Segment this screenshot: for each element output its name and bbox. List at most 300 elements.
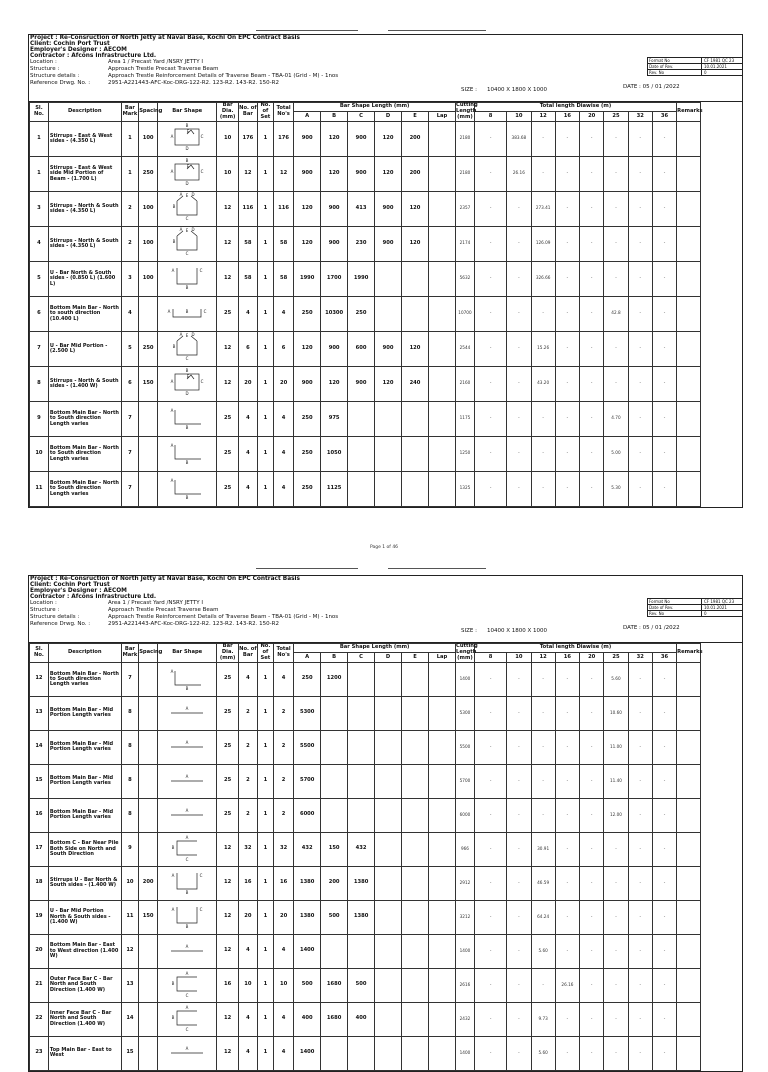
dia-length-cell: - xyxy=(628,331,652,366)
header-field xyxy=(30,80,279,86)
straight-shape-icon xyxy=(165,799,209,829)
dia-length-cell: 326.66 xyxy=(531,261,555,296)
dia-length-cell: - xyxy=(507,366,531,401)
header-field-label: Location : xyxy=(30,600,57,606)
length-col-c: C xyxy=(348,653,375,662)
dia-length-cell: - xyxy=(628,401,652,436)
dia-length-cell: - xyxy=(507,1002,531,1036)
cutting-length-cell: 2912 xyxy=(456,866,475,900)
shape-letter: C xyxy=(200,379,204,385)
bar-dia-cell: 12 xyxy=(217,866,239,900)
no-of-bar-cell: 20 xyxy=(238,366,257,401)
stirrup-shape-icon xyxy=(165,122,209,152)
revision-label: Format No xyxy=(648,599,702,604)
shape-letter: A xyxy=(170,443,174,449)
shape-letter: A xyxy=(185,705,189,711)
date-text: DATE : 05 / 01 /2022 xyxy=(623,625,680,631)
length-cell xyxy=(375,968,402,1002)
dia-length-cell: - xyxy=(507,261,531,296)
shape-letter: B xyxy=(185,685,189,691)
dia-length-cell: - xyxy=(507,934,531,968)
dia-length-cell: - xyxy=(580,934,604,968)
revision-label: Date of Rev. xyxy=(648,605,702,610)
total-cell: 10 xyxy=(273,968,293,1002)
length-cell xyxy=(375,1002,402,1036)
remarks-cell xyxy=(677,366,701,401)
bar-shape-cell xyxy=(158,121,217,156)
shape-letter: E xyxy=(185,333,189,339)
page-footer: Page 1 of 46 xyxy=(369,545,399,550)
header-field-value: Area 1 / Precast Yard /NSRY JETTY I xyxy=(108,59,204,65)
dia-col-12: 12 xyxy=(531,112,555,121)
spacing-cell xyxy=(139,934,158,968)
shape-letter: D xyxy=(191,332,195,338)
dia-length-cell: - xyxy=(580,471,604,506)
dia-length-cell: - xyxy=(507,401,531,436)
no-of-set-cell: 1 xyxy=(257,296,273,331)
dia-length-cell: - xyxy=(652,968,676,1002)
dia-length-cell: - xyxy=(507,730,531,764)
bar-mark-cell: 7 xyxy=(121,662,139,696)
bar-mark-cell: 4 xyxy=(121,296,139,331)
cutting-length-cell: 6000 xyxy=(456,798,475,832)
length-cell: 1380 xyxy=(348,900,375,934)
dia-length-cell: - xyxy=(531,121,555,156)
shape-letter: A xyxy=(167,309,171,315)
shape-letter: C xyxy=(185,856,189,862)
length-col-d: D xyxy=(375,653,402,662)
remarks-cell xyxy=(677,401,701,436)
dia-col-20: 20 xyxy=(580,112,604,121)
dia-length-cell: 5.00 xyxy=(604,436,628,471)
dia-length-cell: - xyxy=(555,900,579,934)
size-label: SIZE : xyxy=(461,87,477,93)
total-cell: 58 xyxy=(273,261,293,296)
table-row xyxy=(30,798,742,832)
spacing-cell xyxy=(139,296,158,331)
dia-length-cell: - xyxy=(580,261,604,296)
dia-length-cell: - xyxy=(652,401,676,436)
length-cell xyxy=(428,832,455,866)
remarks-cell xyxy=(677,866,701,900)
dia-length-cell: - xyxy=(507,968,531,1002)
length-cell: 500 xyxy=(294,968,321,1002)
dia-length-cell: - xyxy=(507,1036,531,1070)
total-cell: 6 xyxy=(273,331,293,366)
bar-dia-cell: 12 xyxy=(217,832,239,866)
length-col-b: B xyxy=(321,653,348,662)
dia-length-cell: - xyxy=(628,366,652,401)
shape-letter: A xyxy=(170,379,174,385)
no-of-set-cell: 1 xyxy=(257,934,273,968)
dia-length-cell: - xyxy=(531,471,555,506)
shape-letter: D xyxy=(191,192,195,198)
remarks-cell xyxy=(677,934,701,968)
remarks-cell xyxy=(677,331,701,366)
dia-length-cell: - xyxy=(580,798,604,832)
straight-shape-icon xyxy=(165,697,209,727)
dia-length-cell: - xyxy=(604,1002,628,1036)
length-cell xyxy=(375,296,402,331)
dia-length-cell: 11.40 xyxy=(604,764,628,798)
dia-length-cell: - xyxy=(580,331,604,366)
no-of-set-cell: 1 xyxy=(257,191,273,226)
length-col-b: B xyxy=(321,112,348,121)
length-col-a: A xyxy=(294,112,321,121)
length-cell xyxy=(321,934,348,968)
sl-cell: 5 xyxy=(30,261,49,296)
bar-dia-header: Bar Dia. (mm) xyxy=(217,103,239,122)
length-cell xyxy=(321,764,348,798)
description-header: Description xyxy=(48,644,121,663)
dia-length-cell: - xyxy=(474,1036,506,1070)
dia-length-cell: - xyxy=(555,436,579,471)
bar-dia-cell: 25 xyxy=(217,764,239,798)
stirrup2-shape-icon xyxy=(165,192,209,222)
length-cell: 200 xyxy=(402,156,429,191)
total-cell: 20 xyxy=(273,366,293,401)
header-text: Contractor : Afcons Infrastructure Ltd. xyxy=(30,594,157,600)
no-of-set-cell: 1 xyxy=(257,832,273,866)
length-cell xyxy=(375,798,402,832)
dia-col-20: 20 xyxy=(580,653,604,662)
total-cell: 116 xyxy=(273,191,293,226)
no-of-set-cell: 1 xyxy=(257,331,273,366)
bar-mark-cell: 7 xyxy=(121,401,139,436)
length-cell xyxy=(402,764,429,798)
table-row xyxy=(30,401,742,436)
description-cell: Bottom Main Bar - North to South direction Length varies xyxy=(48,436,121,471)
dia-length-cell: - xyxy=(531,798,555,832)
length-cell xyxy=(428,261,455,296)
dia-length-cell: - xyxy=(604,866,628,900)
cutting-length-cell: 5700 xyxy=(456,764,475,798)
bar-shape-cell xyxy=(158,968,217,1002)
length-cell: 1400 xyxy=(294,1036,321,1070)
stirrup2-shape-icon xyxy=(165,227,209,257)
dia-length-cell: - xyxy=(628,764,652,798)
shape-letter: C xyxy=(185,992,189,998)
cutting-length-header: Cutting Length (mm) xyxy=(456,102,478,120)
length-cell: 900 xyxy=(348,121,375,156)
dia-length-cell: - xyxy=(580,436,604,471)
spacing-cell xyxy=(139,764,158,798)
dia-length-cell: - xyxy=(555,331,579,366)
length-cell: 900 xyxy=(348,366,375,401)
spacing-cell: 100 xyxy=(139,226,158,261)
remarks-cell xyxy=(677,798,701,832)
length-cell xyxy=(348,696,375,730)
length-cell xyxy=(375,471,402,506)
dia-length-cell: - xyxy=(474,296,506,331)
length-cell xyxy=(402,401,429,436)
sl-cell: 17 xyxy=(30,832,49,866)
length-cell: 400 xyxy=(348,1002,375,1036)
dia-length-cell: - xyxy=(580,900,604,934)
no-of-set-cell: 1 xyxy=(257,866,273,900)
length-cell xyxy=(428,121,455,156)
length-cell: 5500 xyxy=(294,730,321,764)
length-cell xyxy=(321,1036,348,1070)
bar-mark-cell: 12 xyxy=(121,934,139,968)
bar-mark-cell: 10 xyxy=(121,866,139,900)
no-of-set-cell: 1 xyxy=(257,900,273,934)
length-cell xyxy=(402,471,429,506)
length-cell xyxy=(375,866,402,900)
dia-length-cell: - xyxy=(628,471,652,506)
dia-length-cell: - xyxy=(652,934,676,968)
spacing-cell xyxy=(139,730,158,764)
bar-shape-cell xyxy=(158,1002,217,1036)
sl-cell: 20 xyxy=(30,934,49,968)
dia-length-cell: - xyxy=(580,968,604,1002)
length-cell: 250 xyxy=(294,436,321,471)
date-text: DATE : 05 / 01 /2022 xyxy=(623,84,680,90)
header-field-label: Reference Drwg. No. : xyxy=(30,80,91,86)
remarks-cell xyxy=(677,1036,701,1070)
length-cell: 120 xyxy=(294,226,321,261)
header-text: Contractor : Afcons Infrastructure Ltd. xyxy=(30,53,157,59)
bar-dia-cell: 25 xyxy=(217,730,239,764)
length-cell: 120 xyxy=(375,156,402,191)
bar-mark-cell: 8 xyxy=(121,730,139,764)
length-cell: 1050 xyxy=(321,436,348,471)
sl-cell: 10 xyxy=(30,436,49,471)
shape-letter: B xyxy=(185,460,189,466)
dia-length-cell: - xyxy=(531,156,555,191)
sl-cell: 1 xyxy=(30,156,49,191)
dia-length-cell: - xyxy=(580,401,604,436)
length-cell: 500 xyxy=(348,968,375,1002)
dia-length-cell: - xyxy=(580,832,604,866)
dia-length-cell: - xyxy=(507,436,531,471)
dia-length-cell: 64.24 xyxy=(531,900,555,934)
cbar-shape-icon xyxy=(165,969,209,999)
bar-shape-cell xyxy=(158,401,217,436)
length-cell xyxy=(428,156,455,191)
shape-letter: A xyxy=(185,807,189,813)
revision-row xyxy=(648,611,742,617)
dia-length-cell: - xyxy=(580,730,604,764)
dia-length-cell: - xyxy=(555,156,579,191)
table-row xyxy=(30,934,742,968)
length-cell: 1680 xyxy=(321,968,348,1002)
dia-length-cell: - xyxy=(604,156,628,191)
dia-length-cell: - xyxy=(652,798,676,832)
spacing-cell: 100 xyxy=(139,191,158,226)
length-cell xyxy=(428,366,455,401)
sl-cell: 16 xyxy=(30,798,49,832)
length-cell: 1680 xyxy=(321,1002,348,1036)
length-cell xyxy=(402,968,429,1002)
dia-length-cell: - xyxy=(652,366,676,401)
sl-cell: 9 xyxy=(30,401,49,436)
bar-mark-cell: 2 xyxy=(121,226,139,261)
bar-dia-cell: 12 xyxy=(217,261,239,296)
shape-letter: A xyxy=(171,872,175,878)
shape-letter: A xyxy=(170,668,174,674)
table-row xyxy=(30,1002,742,1036)
dia-length-cell: - xyxy=(531,968,555,1002)
remarks-cell xyxy=(677,471,701,506)
description-cell: Bottom Main Bar - Mid Portion Length varies xyxy=(48,696,121,730)
dia-length-cell: - xyxy=(604,331,628,366)
dia-length-cell: - xyxy=(628,436,652,471)
dia-length-cell: - xyxy=(628,730,652,764)
dia-length-cell: - xyxy=(652,331,676,366)
remarks-cell xyxy=(677,156,701,191)
table-row xyxy=(30,696,742,730)
dia-length-cell: - xyxy=(652,866,676,900)
length-col-c: C xyxy=(348,112,375,121)
remarks-header: Remarks xyxy=(677,103,701,122)
no-of-bar-cell: 10 xyxy=(238,968,257,1002)
spacing-cell xyxy=(139,1002,158,1036)
shape-letter: A xyxy=(170,478,174,484)
dia-length-cell: - xyxy=(474,730,506,764)
shape-letter: B xyxy=(185,123,189,129)
header-field-value: Area 1 / Precast Yard /NSRY JETTY I xyxy=(108,600,204,606)
dia-length-cell: - xyxy=(474,401,506,436)
dia-length-cell: 9.73 xyxy=(531,1002,555,1036)
no-of-set-cell: 1 xyxy=(257,261,273,296)
length-cell: 900 xyxy=(348,156,375,191)
shape-letter: B xyxy=(185,285,189,291)
dia-length-cell: - xyxy=(474,866,506,900)
length-cell xyxy=(428,191,455,226)
sheet-header xyxy=(29,35,742,102)
dia-length-cell: - xyxy=(652,156,676,191)
dia-length-cell: - xyxy=(507,662,531,696)
dia-length-cell: - xyxy=(507,900,531,934)
description-cell: Bottom Main Bar - North to south direction (10.400 L) xyxy=(48,296,121,331)
bar-shape-length-header: Bar Shape Length (mm) xyxy=(294,103,456,112)
description-cell: Stirrups - North & South sides - (4.350 L) xyxy=(48,191,121,226)
dia-length-cell: - xyxy=(474,798,506,832)
sl-header: Sl. No. xyxy=(30,103,49,122)
dia-length-cell: - xyxy=(580,121,604,156)
length-cell xyxy=(428,730,455,764)
dia-col-10: 10 xyxy=(507,653,531,662)
dia-length-cell: - xyxy=(555,934,579,968)
length-cell: 1200 xyxy=(321,662,348,696)
remarks-cell xyxy=(677,764,701,798)
dia-length-cell: 5.60 xyxy=(531,934,555,968)
bar-mark-cell: 8 xyxy=(121,764,139,798)
sl-cell: 13 xyxy=(30,696,49,730)
shape-letter: A xyxy=(185,970,189,976)
description-cell: Stirrups - North & South sides - (1.400 W) xyxy=(48,366,121,401)
spacing-cell xyxy=(139,696,158,730)
length-cell xyxy=(428,1036,455,1070)
hook-shape-icon xyxy=(165,437,209,467)
shape-letter: E xyxy=(186,129,190,135)
dia-length-cell: - xyxy=(628,866,652,900)
dia-col-36: 36 xyxy=(652,653,676,662)
bar-dia-cell: 25 xyxy=(217,296,239,331)
dia-length-cell: - xyxy=(580,866,604,900)
cutting-length-cell: 5300 xyxy=(456,696,475,730)
no-of-bar-cell: 2 xyxy=(238,696,257,730)
length-cell xyxy=(428,226,455,261)
shape-letter: C xyxy=(185,356,189,362)
dia-length-cell: - xyxy=(580,1036,604,1070)
header-row xyxy=(30,644,742,653)
revision-block xyxy=(647,598,742,617)
ubar-shape-icon xyxy=(165,901,209,931)
header-field-label: Structure : xyxy=(30,607,60,613)
no-of-bar-cell: 4 xyxy=(238,1002,257,1036)
spacing-cell: 250 xyxy=(139,156,158,191)
length-col-lap: Lap xyxy=(428,653,455,662)
remarks-cell xyxy=(677,1002,701,1036)
dia-length-cell: - xyxy=(555,866,579,900)
shape-letter: C xyxy=(199,268,203,274)
remarks-cell xyxy=(677,662,701,696)
cutting-length-cell: 2174 xyxy=(456,226,475,261)
no-of-bar-cell: 4 xyxy=(238,471,257,506)
header-field-value: Approach Trestle Precast Traverse Beam xyxy=(108,66,219,72)
hook-bar-outline xyxy=(175,410,201,424)
dia-length-cell: - xyxy=(555,296,579,331)
dia-length-cell: - xyxy=(555,798,579,832)
no-of-bar-header: No. of Bar xyxy=(238,103,257,122)
header-field-label: Structure details : xyxy=(30,614,80,620)
cutting-length-header: Cutting Length (mm) xyxy=(456,643,478,661)
spacing-cell xyxy=(139,471,158,506)
dia-length-cell: - xyxy=(555,366,579,401)
table-row xyxy=(30,1036,742,1070)
cutting-length-cell: 5500 xyxy=(456,730,475,764)
length-cell: 120 xyxy=(321,156,348,191)
total-cell: 20 xyxy=(273,900,293,934)
remarks-cell xyxy=(677,261,701,296)
dia-length-cell: - xyxy=(652,191,676,226)
length-cell xyxy=(375,730,402,764)
dia-col-8: 8 xyxy=(474,653,506,662)
bar-dia-cell: 25 xyxy=(217,696,239,730)
no-of-set-cell: 1 xyxy=(257,471,273,506)
straight-shape-icon xyxy=(165,765,209,795)
bar-shape-cell xyxy=(158,366,217,401)
dia-length-cell: - xyxy=(628,934,652,968)
dia-length-cell: 42.8 xyxy=(604,296,628,331)
spacing-header: Spacing xyxy=(139,644,158,663)
total-cell: 4 xyxy=(273,934,293,968)
bar-shape-cell xyxy=(158,730,217,764)
length-cell xyxy=(348,934,375,968)
no-of-bar-cell: 16 xyxy=(238,866,257,900)
bar-mark-cell: 5 xyxy=(121,331,139,366)
remarks-cell xyxy=(677,730,701,764)
dia-length-cell: - xyxy=(628,121,652,156)
shape-letter: A xyxy=(179,332,183,338)
length-cell xyxy=(375,696,402,730)
shape-letter: C xyxy=(200,134,204,140)
bar-shape-cell xyxy=(158,696,217,730)
cutting-length-cell: 2616 xyxy=(456,968,475,1002)
revision-row xyxy=(648,70,742,76)
dia-length-cell: - xyxy=(652,696,676,730)
cutting-length-cell: 2180 xyxy=(456,121,475,156)
dia-length-cell: - xyxy=(474,764,506,798)
total-cell: 12 xyxy=(273,156,293,191)
length-cell: 250 xyxy=(294,296,321,331)
dia-length-cell: - xyxy=(507,798,531,832)
dia-length-cell: - xyxy=(604,261,628,296)
length-cell: 1380 xyxy=(348,866,375,900)
dia-length-cell: - xyxy=(474,436,506,471)
